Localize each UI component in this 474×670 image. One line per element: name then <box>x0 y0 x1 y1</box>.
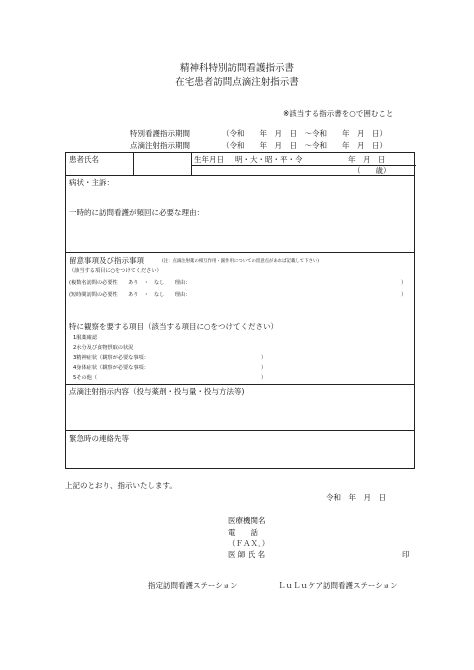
title-line-2: 在宅患者訪問点滴注射指示書 <box>175 77 299 88</box>
disease-label: 病状・主訴： <box>69 178 114 187</box>
phone-label: 電 話 <box>228 528 258 537</box>
birth-ymd: 年 月 日 <box>348 155 386 164</box>
institution-label: 医療機関名 <box>228 516 266 525</box>
observe-label: 特に観察を要する項目（該当する項目に○をつけてください） <box>69 322 279 331</box>
birth-era-options: 明・大・昭・平・令 <box>235 155 303 164</box>
notes-sub: （該当する項目に○をつけてください） <box>69 268 162 274</box>
title-line-1: 精神科特別訪問看護指示書 <box>179 63 294 74</box>
observe-item-5: 5その他（ <box>73 375 98 381</box>
notes-label: 留意事項及び指示事項 <box>69 256 144 265</box>
emergency-label: 緊急時の連絡先等 <box>69 434 129 443</box>
period-2-label: 点滴注射指示期間 <box>130 141 190 150</box>
patient-name-label: 患者氏名 <box>69 155 99 164</box>
station-label: 指定訪問看護ステーション <box>148 581 238 590</box>
short-visit-row: (短時間訪問の必要性 あり ・ なし 理由： <box>69 292 191 298</box>
period-1-text: （令和 年 月 日 〜令和 年 月 日） <box>222 129 387 138</box>
infusion-label: 点滴注射指示内容（投与薬剤・投与量・投与方法等) <box>69 387 245 396</box>
period-2-text: （令和 年 月 日 〜令和 年 月 日） <box>222 141 387 150</box>
period-1-label: 特別看護指示期間 <box>130 129 190 138</box>
multi-visit-close: ） <box>401 280 407 286</box>
multi-visit-row: (複数名訪問の必要性 あり ・ なし 理由： <box>69 280 191 286</box>
observe-item-4-close: ） <box>261 365 267 371</box>
notice-text: ※該当する指示書を○で囲むこと <box>283 109 394 118</box>
observe-item-1: 1服薬確認 <box>73 335 98 341</box>
observe-item-3-close: ） <box>261 355 267 361</box>
observe-item-2: 2水分及び食物摂取の状況 <box>73 345 134 351</box>
short-visit-close: ） <box>401 292 407 298</box>
instruction-form <box>65 152 415 469</box>
observe-item-4: 4身体症状（観察が必要な事項： <box>73 365 149 371</box>
closing-text: 上記のとおり、指示いたします。 <box>65 481 177 490</box>
observe-item-3: 3精神症状（観察が必要な事項： <box>73 355 149 361</box>
birth-label: 生年月日 <box>194 155 224 164</box>
doctor-label: 医 師 氏 名 <box>228 550 266 559</box>
observe-item-5-close: ） <box>261 375 267 381</box>
date-text: 令和 年 月 日 <box>326 493 386 502</box>
seal-mark: 印 <box>402 550 410 559</box>
station-name: ＬｕＬｕケア訪問看護ステーション <box>278 581 398 590</box>
temp-reason-label: 一時的に訪問看護が頻回に必要な理由： <box>69 208 204 217</box>
notes-note: (注：点滴注射薬の相互作用・副作用についての留意点があれば記載して下さい) <box>162 259 320 264</box>
fax-label: （ＦＡＸ．） <box>228 539 270 548</box>
age-text: （ 歳） <box>353 166 391 175</box>
